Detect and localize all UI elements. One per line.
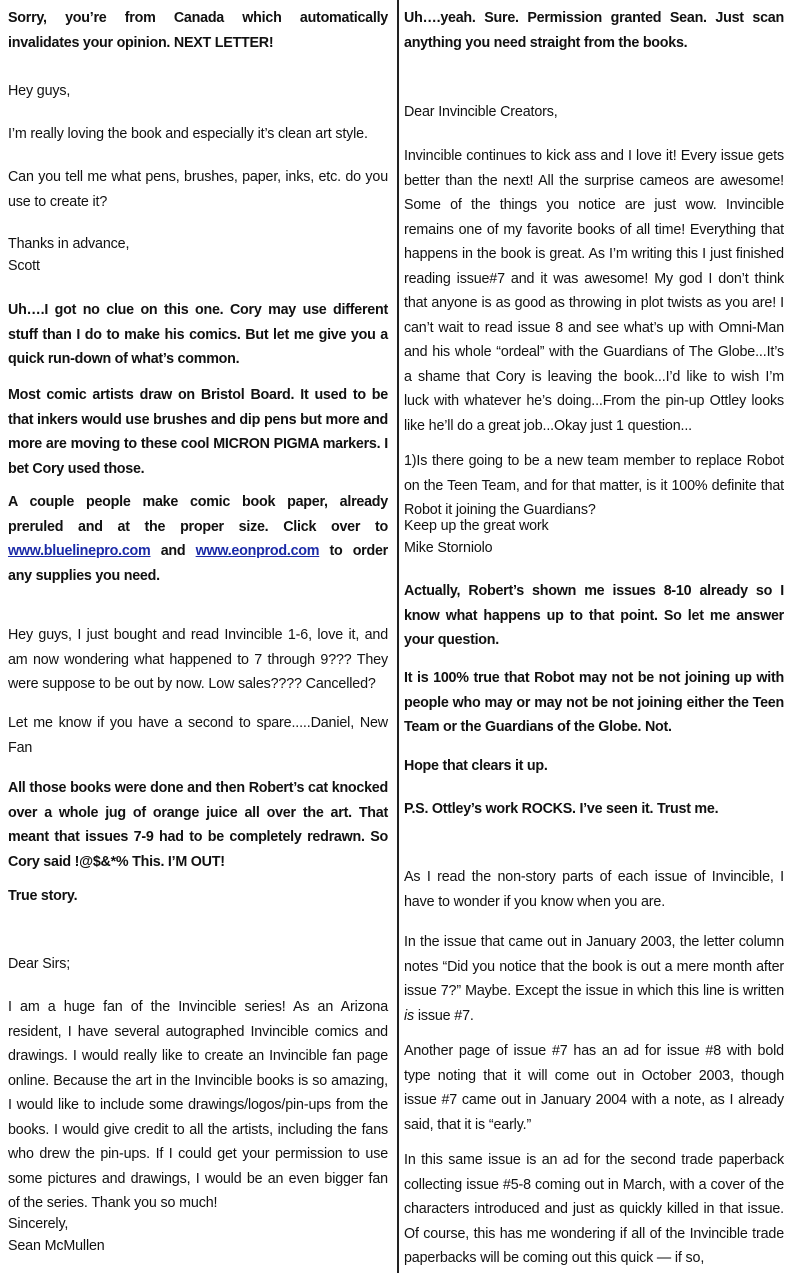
reply-daniel-1: All those books were done and then Robert’s cat knocked over a whole jug of orange juice all over the art. That meant that issues 7-9 had to be completely redrawn. So Cory said !@$&*% This. I’M OUT! [8,780,388,870]
scott-greeting: Hey guys, [8,83,71,99]
reply-mike-2: It is 100% true that Robot may not be not joining up with people who may or may not be not joining either the Teen Team or the Guardians of the Globe. Not. [404,670,784,735]
reply-scott-2: Most comic artists draw on Bristol Board. It used to be that inkers would use brushes and dip pens but more and more are moving to these cool MICRON PIGMA markers. I bet Cory used those. [8,387,388,477]
reply-scott-1: Uh….I got no clue on this one. Cory may use different stuff than I do to make his comics. But let me give you a quick run-down of what’s common. [8,302,388,367]
reply-mike-4: P.S. Ottley’s work ROCKS. I’ve seen it. Trust me. [404,801,719,817]
scott-paragraph-2: Can you tell me what pens, brushes, paper, inks, etc. do you use to create it? [8,169,388,210]
scott-paragraph-1: I’m really loving the book and especially it’s clean art style. [8,126,368,142]
reply-canada: Sorry, you’re from Canada which automatically invalidates your opinion. NEXT LETTER! [8,10,388,51]
link-eonprod[interactable]: www.eonprod.com [195,543,320,559]
mike-signature: Mike Storniolo [404,540,493,556]
daniel-paragraph-1: Hey guys, I just bought and read Invincible 1-6, love it, and am now wondering what happened to 7 through 9??? They were suppose to be out by now. Low sales???? Cancelled? [8,627,388,692]
scott-closing: Thanks in advance, [8,236,130,252]
letter-last-paragraph-4: In this same issue is an ad for the second trade paperback collecting issue #5-8 coming out in March, with a cover of the characters introduced and just as quickly killed in that issue. Of course, this has me wondering if all of the Invincible trade paperbacks will be coming out this quick — if so, [404,1152,784,1266]
reply-mike-1: Actually, Robert’s shown me issues 8-10 already so I know what happens up to that point. So let me answer your question. [404,583,784,648]
sean-signature: Sean McMullen [8,1238,105,1254]
letter-last-paragraph-2: In the issue that came out in January 2003, the letter column notes “Did you notice that the book is out a mere month after issue 7?” Maybe. Except the issue in which this line is written is issue #7. [404,934,784,1024]
scott-signature: Scott [8,258,40,274]
reply-mike-3: Hope that clears it up. [404,758,548,774]
reply-daniel-2: True story. [8,888,78,904]
mike-greeting: Dear Invincible Creators, [404,104,558,120]
reply-sean: Uh….yeah. Sure. Permission granted Sean. Just scan anything you need straight from the books. [404,10,784,51]
column-divider [397,0,399,1273]
reply-scott-3: A couple people make comic book paper, already preruled and at the proper size. Click over to www.bluelinepro.com and www.eonprod.com to order any supplies you need. [8,494,388,584]
daniel-paragraph-2: Let me know if you have a second to spare.....Daniel, New Fan [8,715,388,756]
mike-paragraph-1: Invincible continues to kick ass and I love it! Every issue gets better than the next! All the surprise cameos are awesome! Some of the things you notice are just wow. Invincible remains one of my favorite books of all time! Everything that happens in the book is great. As I’m writing this I just finished reading issue#7 and it was awesome! My god I don’t think that anyone is as good as throwing in plot twists as you are! I can’t wait to read issue 8 and see what’s up with Omni-Man and his whole “ordeal” with the Guardians of The Globe...It’s a shame that Cory is leaving the book...I’d like to wish I’m luck with whatever he’s doing...From the pin-up Ottley looks like he’ll do a great job...Okay just 1 question... [404,148,784,434]
link-blueline[interactable]: www.bluelinepro.com [8,543,151,559]
sean-closing: Sincerely, [8,1216,69,1232]
mike-closing: Keep up the great work [404,518,549,534]
sean-greeting: Dear Sirs; [8,956,71,972]
sean-body: I am a huge fan of the Invincible series! As an Arizona resident, I have several autographed Invincible comics and drawings. I would really like to create an Invincible fan page online. Because the art in the Invincible books is so amazing, I would like to include some drawings/logos/pin-ups from the books. I would give credit to all the artists, including the fans who drew the pin-ups. If I could get your permission to use some pictures and drawings, I would be an even bigger fan of the series. Thank you so much! [8,999,388,1211]
mike-paragraph-2: 1)Is there going to be a new team member to replace Robot on the Teen Team, and for that matter, is it 100% definite that Robot it joining the Guardians? [404,453,784,518]
letter-last-paragraph-3: Another page of issue #7 has an ad for issue #8 with bold type noting that it will come out in October 2003, though issue #7 came out in January 2004 with a note, as I already said, that it is “early.” [404,1043,784,1133]
letter-last-paragraph-1: As I read the non-story parts of each issue of Invincible, I have to wonder if you know when you are. [404,869,784,910]
